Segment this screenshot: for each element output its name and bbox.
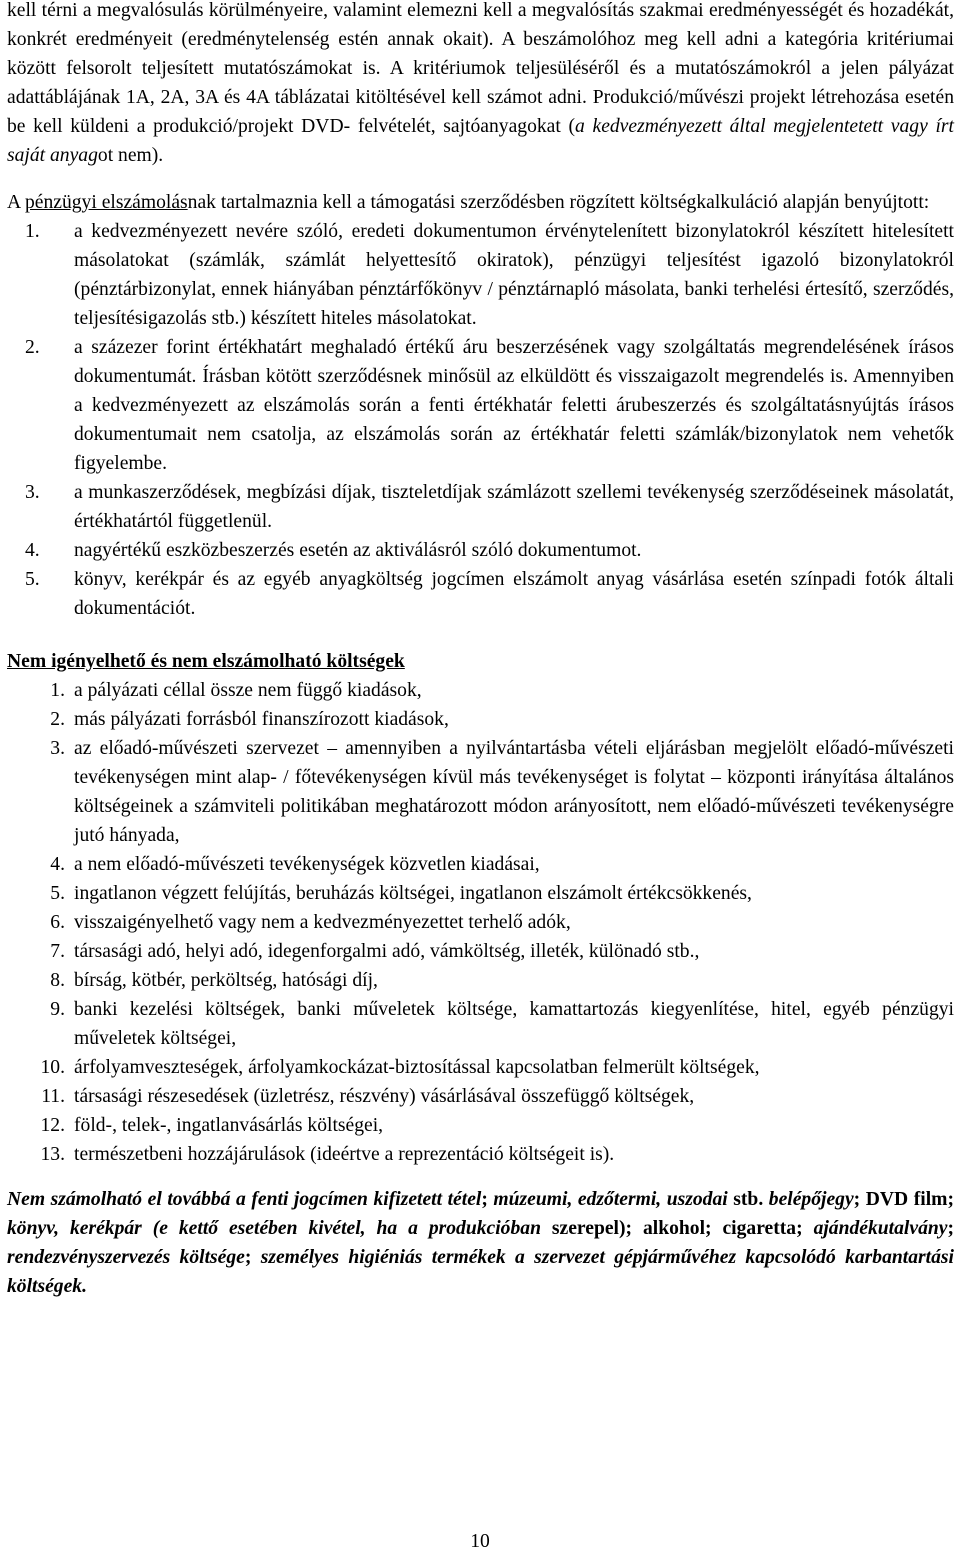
paragraph-financial-settlement	[7, 188, 954, 217]
list-item	[7, 565, 954, 623]
text-span: ;	[947, 1218, 954, 1239]
text-span: stb.	[727, 1189, 769, 1210]
bold-italic-text: múzeumi, edzőtermi, uszodai	[493, 1189, 728, 1210]
list-item	[7, 879, 954, 908]
text-line: Produkció/művészi projekt létrehozása esetén be kell küldeni a produkció/projekt DVD-	[7, 87, 954, 137]
text-span: ;	[244, 1247, 261, 1268]
bold-italic-text: rendezvényszervezés költsége	[7, 1247, 245, 1268]
list-item	[7, 1140, 954, 1169]
list-number: 8.	[50, 970, 65, 991]
italic-text: a kedvezményezett által megjelentetett vagy írt saját anyag	[7, 116, 954, 166]
page-number: 10	[470, 1531, 490, 1552]
list-number: 3.	[50, 738, 65, 759]
list-text: a kedvezményezett nevére szóló, eredeti dokumentumon érvénytelenített bizonylatokról készített hitelesített másolatokat (számlák, számlát helyettesítő okiratok), pénzügyi teljesítést igazoló bizonylatokról (pénztárbizonylat, ennek hiányában pénztárfőkönyv / pénztárnapló másolata, banki terhelési értesítő, szerződés, teljesítésigazolás stb.) készített hiteles másolatokat.	[74, 221, 954, 329]
text-line: kell térni a megvalósulás körülményeire, valamint elemezni kell a megvalósítás szakmai	[7, 0, 704, 21]
list-text: könyv, kerékpár és az egyéb anyagköltség jogcímen elszámolt anyag vásárlása esetén színpadi fotók általi dokumentációt.	[74, 569, 954, 619]
list-number: 13.	[40, 1144, 65, 1165]
list-item	[7, 937, 954, 966]
list-item	[7, 850, 954, 879]
list-item	[7, 217, 954, 333]
section-heading: Nem igényelhető és nem elszámolható költségek	[7, 651, 405, 672]
text-span: ; DVD film;	[853, 1189, 954, 1210]
text-line: A beszámolóhoz meg kell adni a kategória kritériumai között felsorolt teljesített	[7, 29, 954, 79]
list-text: társasági adó, helyi adó, idegenforgalmi adó, vámköltség, illeték, különadó stb.,	[74, 941, 700, 962]
list-item	[7, 1111, 954, 1140]
list-text: árfolyamveszteségek, árfolyamkockázat-biztosítással kapcsolatban felmerült költségek,	[74, 1057, 760, 1078]
text-line: ot nem).	[97, 145, 164, 166]
list-text: a százezer forint értékhatárt meghaladó értékű áru beszerzésének vagy szolgáltatás megrendelésének írásos dokumentumát. Írásban kötött szerződésnek minősül az elküldött és visszaigazolt megrendelés is. Amennyiben a kedvezményezett az elszámolás során a fenti értékhatár feletti árubeszerzés és szolgáltatásnyújtás írásos dokumentumait nem csatolja, az elszámolás során az értékhatár feletti számlák/bizonylatok nem vehetők figyelembe.	[74, 337, 954, 474]
list-number: 3.	[25, 482, 40, 503]
list-item	[7, 966, 954, 995]
list-number: 6.	[50, 912, 65, 933]
list-text: föld-, telek-, ingatlanvásárlás költségei,	[74, 1115, 384, 1136]
list-item	[7, 676, 954, 705]
list-text: a nem előadó-művészeti tevékenységek közvetlen kiadásai,	[74, 854, 540, 875]
list-number: 5.	[50, 883, 65, 904]
list-item	[7, 1053, 954, 1082]
list-text: ingatlanon végzett felújítás, beruházás költségei, ingatlanon elszámolt értékcsökkenés,	[74, 883, 752, 904]
list-number: 2.	[50, 709, 65, 730]
text-span: A	[7, 192, 25, 213]
list-text: a munkaszerződések, megbízási díjak, tiszteletdíjak számlázott szellemi tevékenység szerződéseinek másolatát, értékhatártól függetlenül.	[74, 482, 954, 532]
list-number: 1.	[25, 221, 40, 242]
list-text: más pályázati forrásból finanszírozott kiadások,	[74, 709, 449, 730]
paragraph-report-requirements	[7, 0, 954, 170]
list-number: 2.	[25, 337, 40, 358]
spacer	[7, 623, 954, 647]
text-span: szerepel); alkohol; cigaretta;	[540, 1218, 814, 1239]
list-text: társasági részesedések (üzletrész, részvény) vásárlásával összefüggő költségek,	[74, 1086, 695, 1107]
list-number: 5.	[25, 569, 40, 590]
underlined-term: pénzügyi elszámolás	[24, 192, 188, 213]
list-item	[7, 995, 954, 1053]
list-text: természetbeni hozzájárulások (ideértve a reprezentáció költségeit is).	[74, 1144, 615, 1165]
list-item	[7, 705, 954, 734]
list-text: a pályázati céllal össze nem függő kiadások,	[74, 680, 422, 701]
list-item	[7, 734, 954, 850]
non-eligible-costs-list	[7, 676, 954, 1169]
bold-italic-text: Nem számolható el továbbá a fenti jogcímen kifizetett tétel	[7, 1189, 482, 1210]
list-text: bírság, kötbér, perköltség, hatósági díj,	[74, 970, 378, 991]
bold-italic-text: belépőjegy	[768, 1189, 854, 1210]
list-text: nagyértékű eszközbeszerzés esetén az aktiválásról szóló dokumentumot.	[74, 540, 642, 561]
list-number: 9.	[50, 999, 65, 1020]
list-number: 4.	[50, 854, 65, 875]
list-item	[7, 908, 954, 937]
list-item	[7, 478, 954, 536]
list-number: 4.	[25, 540, 40, 561]
list-number: 11.	[41, 1086, 65, 1107]
list-text: az előadó-művészeti szervezet – amennyiben a nyilvántartásba vételi eljárásban megjelölt előadó-művészeti tevékenységen mint alap- / főtevékenységen kívül más tevékenységet is folytat – központi irányítása általános költségeinek a számviteli politikában meghatározott módon arányosított, nem előadó-művészeti tevékenységre jutó hányada,	[74, 738, 954, 846]
bold-italic-text: személyes higiéniás termékek a szervezet gépjárművéhez kapcsolódó karbantartási költségek.	[7, 1247, 954, 1297]
list-text: banki kezelési költségek, banki műveletek költsége, kamattartozás kiegyenlítése, hitel, egyéb pénzügyi műveletek költségei,	[74, 999, 954, 1049]
text-span: ;	[481, 1189, 494, 1210]
list-number: 10.	[40, 1057, 65, 1078]
spacer	[7, 170, 954, 188]
text-line: eredményességét és hozadékát, konkrét eredményeit (eredménytelenség estén annak okait).	[7, 0, 954, 50]
list-number: 7.	[50, 941, 65, 962]
bold-italic-text: könyv, kerékpár (e kettő esetében kivétel, ha a produkcióban	[7, 1218, 541, 1239]
list-item	[7, 536, 954, 565]
text-line: mutatószámokat is. A kritériumok teljesüléséről és a mutatószámokról a jelen pályázat	[223, 58, 954, 79]
list-text: visszaigényelhető vagy nem a kedvezményezettet terhelő adók,	[74, 912, 571, 933]
bold-italic-text: ajándékutalvány	[813, 1218, 948, 1239]
text-span: nak tartalmaznia kell a támogatási szerződésben rögzített költségkalkuláció alapján benyújtott:	[187, 192, 930, 213]
list-item	[7, 1082, 954, 1111]
list-number: 1.	[50, 680, 65, 701]
text-line: felvételét, sajtóanyagokat (	[357, 116, 576, 137]
list-item	[7, 333, 954, 478]
paragraph-excluded-items	[7, 1185, 954, 1301]
text-line: adattáblájának 1A, 2A, 3A és 4A táblázatai kitöltésével kell számot adni.	[7, 87, 587, 108]
settlement-documents-list	[7, 217, 954, 623]
list-number: 12.	[40, 1115, 65, 1136]
